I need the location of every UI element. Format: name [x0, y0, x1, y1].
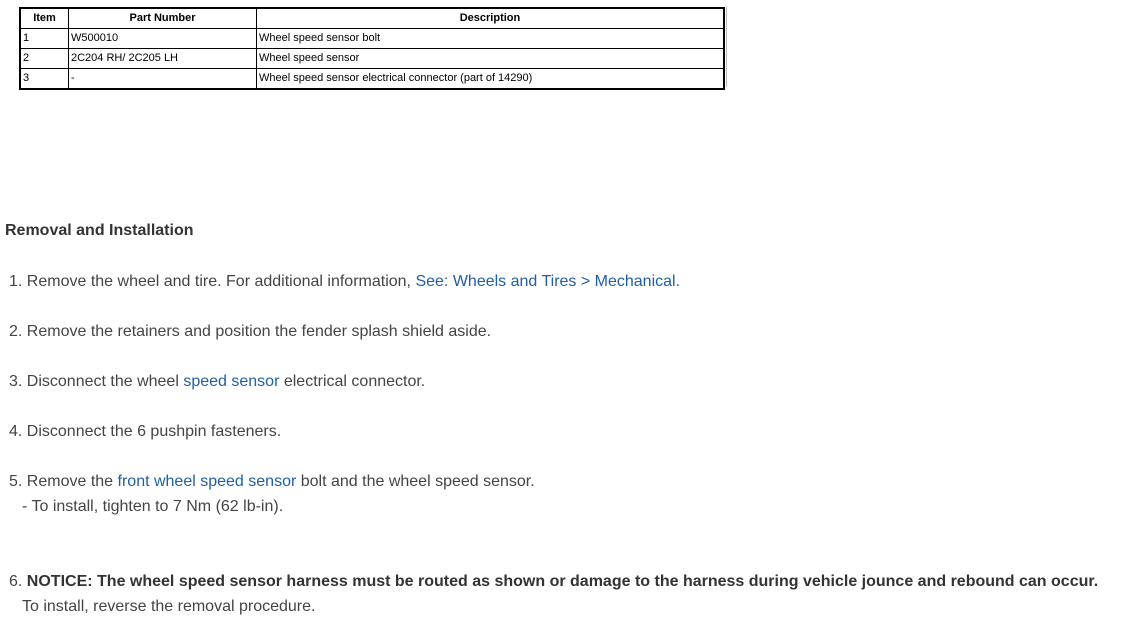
step-5 [9, 473, 535, 491]
step-6-subnote: To install, reverse the removal procedure. [22, 598, 316, 615]
step-3 [9, 373, 425, 391]
step-text: Remove the retainers and position the fender splash shield aside. [26, 323, 492, 340]
notice-text: NOTICE: The wheel speed sensor harness must be routed as shown or damage to the harness during vehicle jounce and rebound can occur. [26, 573, 1099, 590]
header-item: Item [20, 8, 69, 29]
step-5-subnote: - To install, tighten to 7 Nm (62 lb-in). [22, 498, 284, 515]
cell-item: 2 [20, 49, 69, 69]
step-number: 6. [9, 573, 23, 590]
section-title: Removal and Installation [5, 222, 194, 239]
step-number: 5. [9, 473, 23, 490]
cell-description: Wheel speed sensor [257, 49, 725, 69]
table-row [20, 69, 724, 90]
header-description: Description [257, 8, 725, 29]
parts-table [19, 7, 725, 90]
step-text: Disconnect the 6 pushpin fasteners. [26, 423, 282, 440]
cell-item: 1 [20, 29, 69, 49]
step-4 [9, 423, 281, 441]
step-text-end: bolt and the wheel speed sensor. [296, 473, 535, 490]
step-number: 1. [9, 273, 23, 290]
step-1 [9, 273, 680, 291]
step-text-end: . [675, 273, 681, 290]
step-text: Remove the wheel and tire. For additional information, [26, 273, 416, 290]
header-part-number: Part Number [69, 8, 257, 29]
table-row [20, 29, 724, 49]
step-text-end: electrical connector. [279, 373, 426, 390]
table-header-row [20, 8, 724, 29]
step-number: 3. [9, 373, 23, 390]
step-number: 2. [9, 323, 23, 340]
cell-part-number: W500010 [69, 29, 257, 49]
step-number: 4. [9, 423, 23, 440]
wheels-tires-link[interactable]: See: Wheels and Tires > Mechanical [415, 273, 676, 290]
table-row [20, 49, 724, 69]
cell-part-number: - [69, 69, 257, 90]
divider [726, 7, 727, 87]
step-6 [9, 573, 1098, 591]
cell-description: Wheel speed sensor electrical connector (part of 14290) [257, 69, 725, 90]
step-text: Disconnect the wheel [26, 373, 184, 390]
speed-sensor-link[interactable]: speed sensor [183, 373, 280, 390]
step-2 [9, 323, 491, 341]
cell-part-number: 2C204 RH/ 2C205 LH [69, 49, 257, 69]
cell-item: 3 [20, 69, 69, 90]
cell-description: Wheel speed sensor bolt [257, 29, 725, 49]
step-text: Remove the [26, 473, 118, 490]
front-wheel-speed-sensor-link[interactable]: front wheel speed sensor [117, 473, 297, 490]
